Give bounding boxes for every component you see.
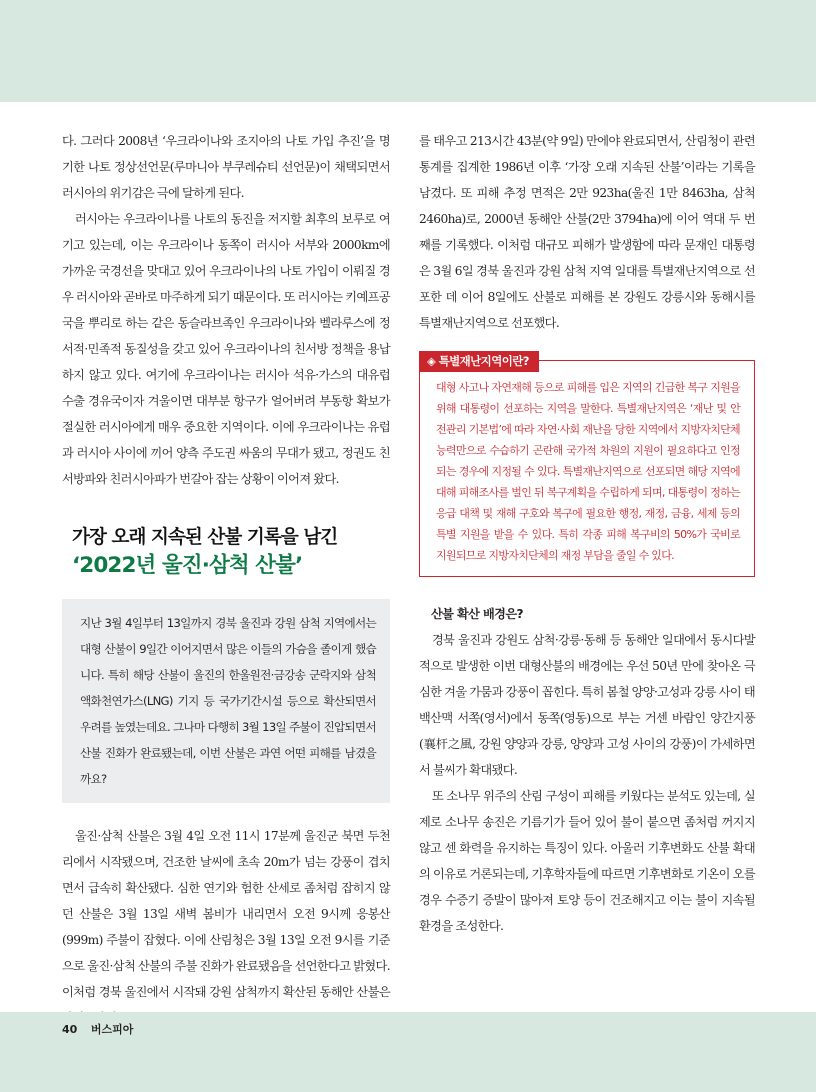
- footer: [62, 1021, 133, 1037]
- info-box-text: 대형 사고나 자연재해 등으로 피해를 입은 지역의 긴급한 복구 지원을 위해 대통령이 선포하는 지역을 말한다. 특별재난지역은 ‘재난 및 안전관리 기본법’에 따라 자연·사회 재난을 당한 지역에서 지방자치단체 능력만으로 수습하기 곤란해 국가적 차원의 지원이 필요하다고 인정되는 경우에 지정될 수 있다. 특별재난지역으로 선포되면 해당 지역에 대해 피해조사를 벌인 뒤 복구계획을 수립하게 되며, 대통령이 정하는 응급 대책 및 재해 구호와 복구에 필요한 행정, 재정, 금융, 세제 등의 특별 지원을 받을 수 있다. 특히 각종 피해 복구비의 50%가 국비로 지원되므로 지방자치단체의 재정 부담을 줄일 수 있다.: [436, 381, 740, 562]
- right-column: [419, 128, 755, 939]
- section-heading-line1: 가장 오래 지속된 산불 기록을 남긴: [72, 527, 338, 548]
- left-column: [62, 128, 390, 1031]
- body-paragraph: 러시아는 우크라이나를 나토의 동진을 저지할 최후의 보루로 여기고 있는데, 이는 우크라이나 동쪽이 러시아 서부와 2000km에 가까운 국경선을 맞대고 있어 우크라이나의 나토 가입이 이뤄질 경우 러시아와 곧바로 마주하게 되기 때문이다. 또 러시아는 키예프공국을 뿌리로 하는 같은 동슬라브족인 우크라이나와 벨라루스에 정서적·민족적 동질성을 갖고 있어 우크라이나의 친서방 정책을 용납하지 않고 있다. 여기에 우크라이나는 러시아 석유·가스의 대유럽 수출 경유국이자 겨울이면 대부분 항구가 얼어버려 부동항 확보가 절실한 러시아에게 매우 중요한 지역이다. 이에 우크라이나는 유럽과 러시아 사이에 끼어 양측 주도권 싸움의 무대가 됐고, 정권도 친서방파와 친러시아파가 번갈아 잡는 상황이 이어져 왔다.: [62, 212, 390, 486]
- body-paragraph: 를 태우고 213시간 43분(약 9일) 만에야 완료되면서, 산림청이 관련 통계를 집계한 1986년 이후 ‘가장 오래 지속된 산불’이라는 기록을 남겼다. 또 피해 추정 면적은 2만 923ha(울진 1만 8463ha, 삼척 2460ha)로, 2000년 동해안 산불(2만 3794ha)에 이어 역대 두 번째를 기록했다. 이처럼 대규모 피해가 발생함에 따라 문재인 대통령은 3월 6일 경북 울진과 강원 삼척 지역 일대를 특별재난지역으로 선포한 데 이어 8일에도 산불로 피해를 본 강원도 강릉시와 동해시를 특별재난지역으로 선포했다.: [419, 134, 755, 330]
- subheading: 산불 확산 배경은?: [431, 607, 523, 621]
- section-heading: [62, 525, 390, 581]
- section-heading-line2: ‘2022년 울진·삼척 산불’: [72, 553, 303, 578]
- body-paragraph: 다. 그러다 2008년 ‘우크라이나와 조지아의 나토 가입 추진’을 명기한 나토 정상선언문(루마니아 부쿠레슈티 선언문)이 채택되면서 러시아의 위기감은 극에 달하게 된다.: [62, 134, 390, 200]
- magazine-name: 버스피아: [90, 1023, 134, 1036]
- lead-box: 지난 3월 4일부터 13일까지 경북 울진과 강원 삼척 지역에서는 대형 산불이 9일간 이어지면서 많은 이들의 가슴을 졸이게 했습니다. 특히 해당 산불이 울진의 한울원전·금강송 군락지와 삼척 액화천연가스(LNG) 기지 등 국가기간시설 등으로 확산되면서 우려를 높였는데요. 그나마 다행히 3월 13일 주불이 진압되면서 산불 진화가 완료됐는데, 이번 산불은 과연 어떤 피해를 남겼을까요?: [62, 599, 390, 803]
- page-number: 40: [62, 1023, 78, 1036]
- header-band: [0, 0, 816, 102]
- info-box: [419, 354, 755, 577]
- info-box-tag: ◈ 특별재난지역이란?: [419, 351, 539, 372]
- body-paragraph: 또 소나무 위주의 산림 구성이 피해를 키웠다는 분석도 있는데, 실제로 소나무 송진은 기름기가 들어 있어 불이 붙으면 좀처럼 꺼지지 않고 센 화력을 유지하는 특징이 있다. 아울러 기후변화도 산불 확대의 이유로 거론되는데, 기후학자들에 따르면 기후변화로 기온이 오를 경우 수증기 증발이 많아져 토양 등이 건조해지고 이는 불이 지속될 환경을 조성한다.: [419, 789, 755, 933]
- body-paragraph: 울진·삼척 산불은 3월 4일 오전 11시 17분께 울진군 북면 두천리에서 시작됐으며, 건조한 날씨에 초속 20m가 넘는 강풍이 겹치면서 급속히 확산됐다. 심한 연기와 험한 산세로 좀처럼 잡히지 않던 산불은 3월 13일 새벽 봄비가 내리면서 오전 9시께 응봉산(999m) 주불이 잡혔다. 이에 산림청은 3월 13일 오전 9시를 기준으로 울진·삼척 산불의 주불 진화가 완료됐음을 선언한다고 밝혔다. 이처럼 경북 울진에서 시작돼 강원 삼척까지 확산된 동해안 산불은: [62, 829, 390, 999]
- body-paragraph: 경북 울진과 강원도 삼척·강릉·동해 등 동해안 일대에서 동시다발적으로 발생한 이번 대형산불의 배경에는 우선 50년 만에 찾아온 극심한 겨울 가뭄과 강풍이 꼽힌다. 특히 봄철 양양·고성과 강릉 사이 태백산맥 서쪽(영서)에서 동쪽(영동)으로 부는 거센 바람인 양간지풍(襄杆之風, 강원 양양과 강릉, 양양과 고성 사이의 강풍)이 가세하면서 불씨가 확대됐다.: [419, 633, 755, 777]
